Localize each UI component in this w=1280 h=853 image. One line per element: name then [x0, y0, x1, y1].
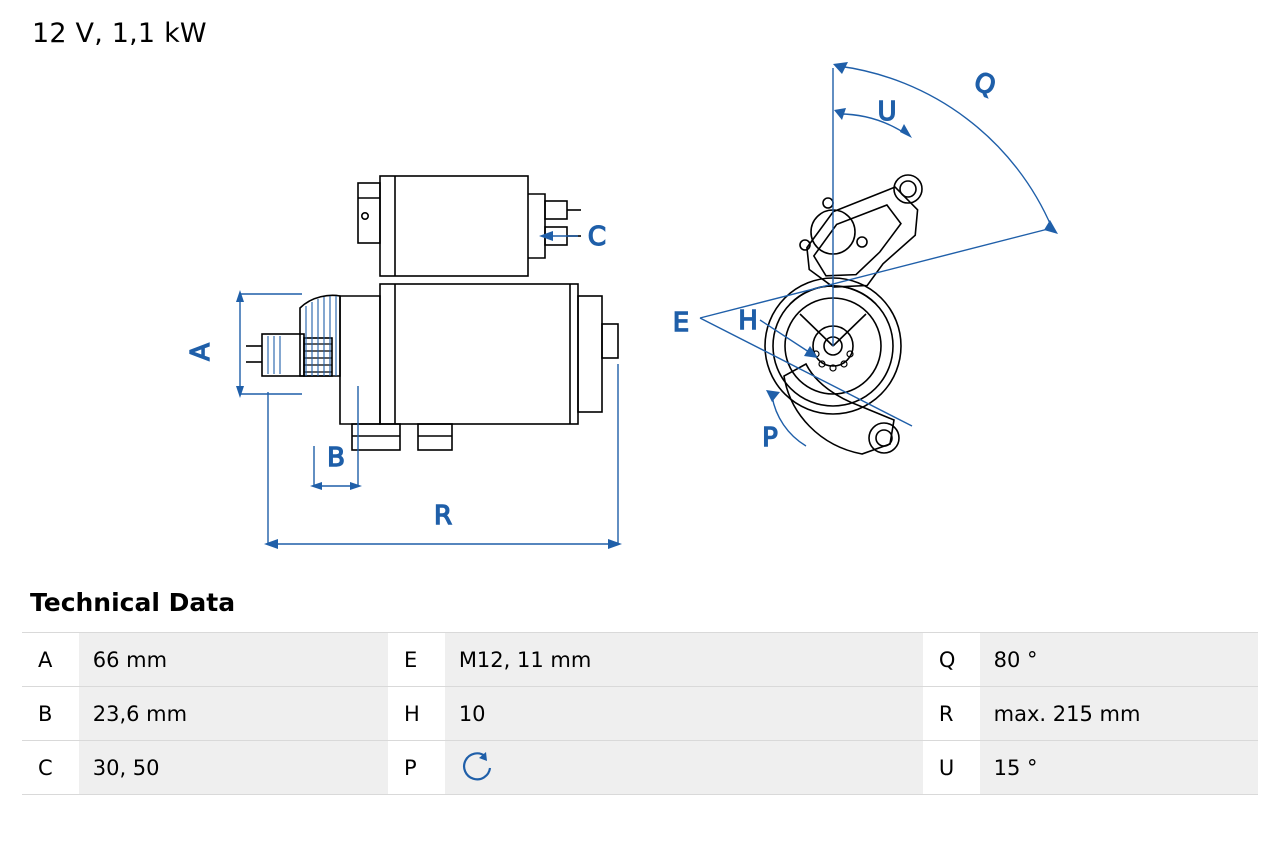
mounting-lug-left	[352, 424, 400, 450]
dim-A-arrow-bot	[236, 386, 244, 398]
dim-R-arrow-right	[608, 539, 622, 549]
pinion-hatching	[268, 336, 280, 374]
dim-H-leader	[760, 320, 812, 354]
bracket-bolt-1	[823, 198, 833, 208]
lower-arm-eye-inner	[876, 430, 892, 446]
row-value-e: M12, 11 mm	[445, 633, 923, 687]
row-key-h: H	[388, 687, 445, 741]
dim-label-C: C	[587, 222, 607, 252]
row-key-u: U	[923, 741, 980, 795]
table-row	[22, 741, 1258, 795]
dim-C-arrow	[539, 231, 553, 241]
mounting-bracket	[802, 185, 925, 291]
row-key-r: R	[923, 687, 980, 741]
row-key-b: B	[22, 687, 79, 741]
dim-label-A: A	[186, 343, 216, 361]
end-view-group	[765, 175, 925, 454]
end-body-rib-2	[800, 314, 833, 346]
row-value-q: 80 °	[980, 633, 1258, 687]
solenoid-nose	[528, 194, 545, 258]
dim-label-P: P	[762, 423, 778, 453]
row-key-a: A	[22, 633, 79, 687]
commutator-end-cover	[578, 296, 602, 412]
rotation-direction-icon	[459, 748, 499, 787]
dim-H-arrow	[804, 346, 818, 358]
motor-body	[380, 284, 578, 424]
table-row	[22, 633, 1258, 687]
row-value-r: max. 215 mm	[980, 687, 1258, 741]
row-value-b: 23,6 mm	[79, 687, 388, 741]
solenoid-body	[380, 176, 528, 276]
row-value-c: 30, 50	[79, 741, 388, 795]
starter-motor-drawing	[0, 46, 1280, 566]
page-title: 12 V, 1,1 kW	[32, 18, 207, 49]
technical-data-heading: Technical Data	[30, 588, 236, 617]
dim-Q-arc	[838, 66, 1052, 228]
dim-label-U: U	[877, 97, 897, 127]
drive-end-housing	[340, 296, 380, 424]
row-value-h: 10	[445, 687, 923, 741]
solenoid-mount-hole	[362, 213, 368, 219]
dim-label-Q: Q	[969, 66, 1000, 103]
bracket-bolt-2	[857, 237, 867, 247]
side-view-dimensions	[186, 222, 622, 549]
dim-Q-arrow-start	[833, 62, 848, 74]
dim-R-arrow-left	[264, 539, 278, 549]
row-value-u: 15 °	[980, 741, 1258, 795]
terminal-block-upper	[545, 201, 567, 219]
dim-B-arrow-left	[310, 482, 322, 490]
dim-label-H: H	[738, 306, 758, 336]
row-key-p: P	[388, 741, 445, 795]
dim-B-arrow-right	[350, 482, 362, 490]
technical-data-table	[22, 632, 1258, 795]
bracket-hole-upper	[894, 175, 922, 203]
dim-label-E: E	[672, 308, 690, 338]
row-key-q: Q	[923, 633, 980, 687]
row-key-c: C	[22, 741, 79, 795]
solenoid-cap	[358, 183, 380, 243]
dim-U-arrow-end	[900, 124, 912, 138]
dim-P-arrow	[766, 390, 780, 402]
dim-A-arrow-top	[236, 290, 244, 302]
dim-Q-arrow-end	[1044, 220, 1058, 234]
lower-arm-eye	[869, 423, 899, 453]
row-value-a: 66 mm	[79, 633, 388, 687]
end-view-dimensions	[673, 62, 1058, 453]
row-key-e: E	[388, 633, 445, 687]
dim-label-B: B	[327, 443, 345, 473]
mounting-lug-right	[418, 424, 452, 450]
end-cap-boss	[602, 324, 618, 358]
side-view-group	[246, 176, 618, 450]
row-value-p	[445, 741, 923, 795]
bracket-hole-upper-inner	[900, 181, 916, 197]
dim-label-R: R	[433, 501, 453, 531]
end-body-rib-1	[833, 314, 866, 346]
table-row	[22, 687, 1258, 741]
